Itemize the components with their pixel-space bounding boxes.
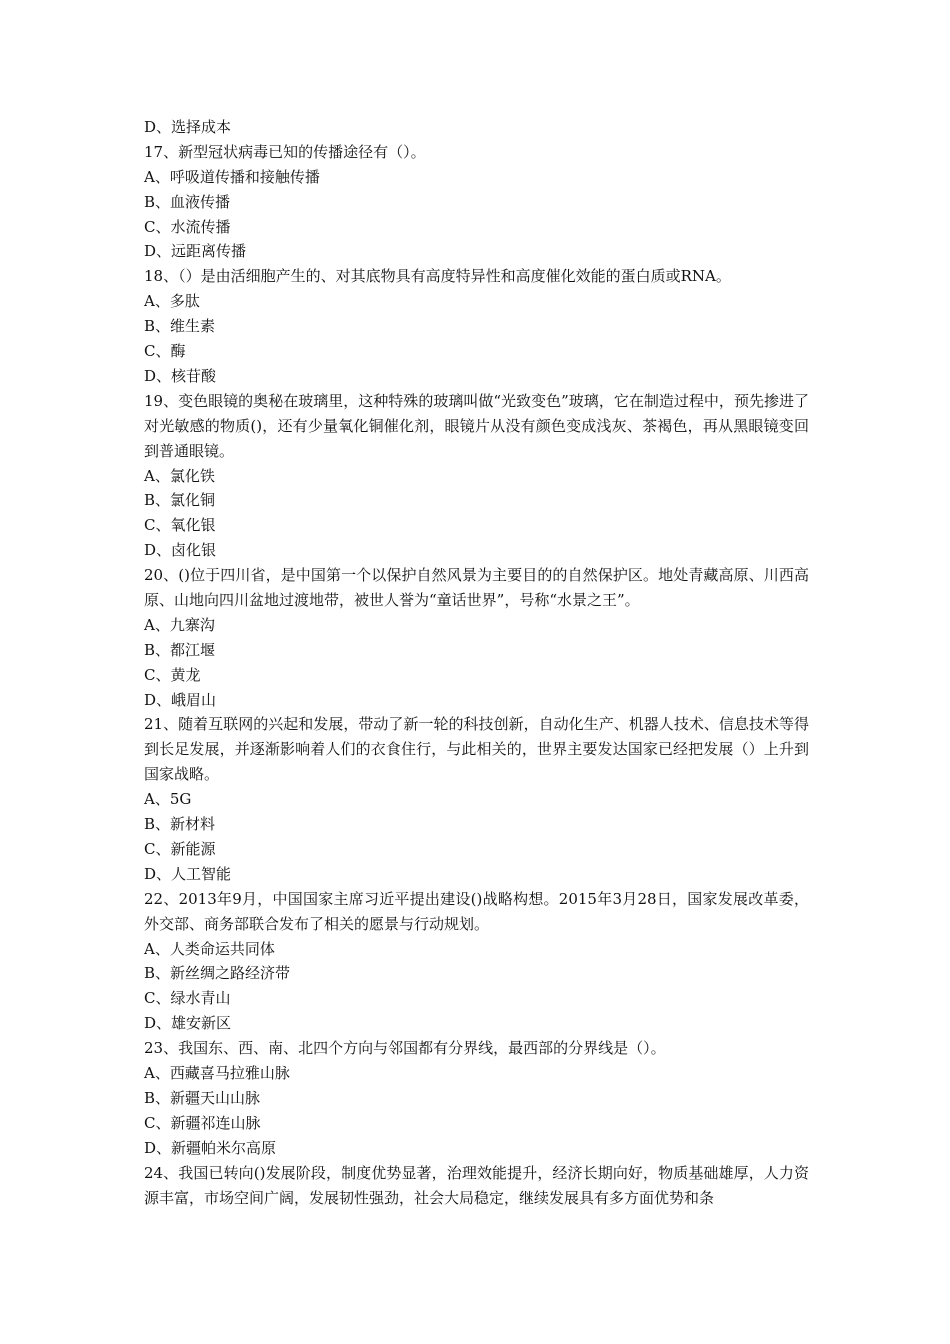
answer-option: C、绿水青山	[144, 989, 231, 1008]
answer-option: C、新能源	[144, 839, 216, 858]
answer-option: D、核苷酸	[144, 366, 217, 385]
answer-option: D、新疆帕米尔高原	[144, 1138, 277, 1157]
answer-option: B、新丝绸之路经济带	[144, 964, 291, 983]
answer-option: B、新材料	[144, 815, 216, 834]
answer-option: D、选择成本	[144, 118, 232, 136]
answer-option: B、都江堰	[144, 640, 216, 659]
answer-option: B、血液传播	[144, 192, 231, 211]
question-stem: 18、（）是由活细胞产生的、对其底物具有高度特异性和高度催化效能的蛋白质或RNA。	[144, 267, 731, 286]
question-stem: 24、我国已转向()发展阶段，制度优势显著，治理效能提升，经济长期向好，物质基础雄厚，人力资源丰富，市场空间广阔，发展韧性强劲，社会大局稳定，继续发展具有多方面优势和条	[144, 1163, 809, 1207]
answer-option: C、水流传播	[144, 217, 231, 236]
answer-option: B、氯化铜	[144, 491, 216, 510]
answer-option: B、新疆天山山脉	[144, 1088, 261, 1107]
question-stem: 23、我国东、西、南、北四个方向与邻国都有分界线，最西部的分界线是（）。	[144, 1039, 666, 1058]
answer-option: A、九寨沟	[144, 615, 215, 634]
answer-option: A、西藏喜马拉雅山脉	[144, 1064, 290, 1083]
question-stem: 20、()位于四川省，是中国第一个以保护自然风景为主要目的的自然保护区。地处青藏高原、川西高原、山地向四川盆地过渡地带，被世人誉为“童话世界”，号称“水景之王”。	[144, 566, 809, 610]
answer-option: C、黄龙	[144, 665, 201, 684]
answer-option: D、卤化银	[144, 541, 217, 560]
answer-option: A、多肽	[144, 292, 200, 311]
answer-option: D、峨眉山	[144, 690, 217, 709]
answer-option: D、雄安新区	[144, 1014, 232, 1033]
answer-option: C、氧化银	[144, 516, 216, 535]
question-stem: 17、新型冠状病毒已知的传播途径有（）。	[144, 142, 426, 161]
answer-option: D、人工智能	[144, 864, 232, 883]
question-stem: 22、2013年9月，中国国家主席习近平提出建设()战略构想。2015年3月28日，国家发展改革委，外交部、商务部联合发布了相关的愿景与行动规划。	[144, 889, 809, 933]
answer-option: A、氯化铁	[144, 466, 215, 485]
answer-option: D、远距离传播	[144, 242, 247, 261]
answer-option: A、人类命运共同体	[144, 939, 275, 958]
answer-option: C、酶	[144, 342, 186, 361]
question-stem: 21、随着互联网的兴起和发展，带动了新一轮的科技创新，自动化生产、机器人技术、信息技术等得到长足发展，并逐渐影响着人们的衣食住行，与此相关的，世界主要发达国家已经把发展（）上升到国家战略。	[144, 715, 809, 784]
question-stem: 19、变色眼镜的奥秘在玻璃里，这种特殊的玻璃叫做“光致变色”玻璃，它在制造过程中，预先掺进了对光敏感的物质()，还有少量氧化铜催化剂，眼镜片从没有颜色变成浅灰、茶褐色，再从黑眼镜变回到普通眼镜。	[144, 391, 809, 460]
answer-option: B、维生素	[144, 317, 216, 336]
answer-option: A、呼吸道传播和接触传播	[144, 167, 320, 186]
answer-option: C、新疆祁连山脉	[144, 1113, 261, 1132]
answer-option: A、5G	[144, 790, 192, 809]
question-list	[144, 115, 809, 1210]
